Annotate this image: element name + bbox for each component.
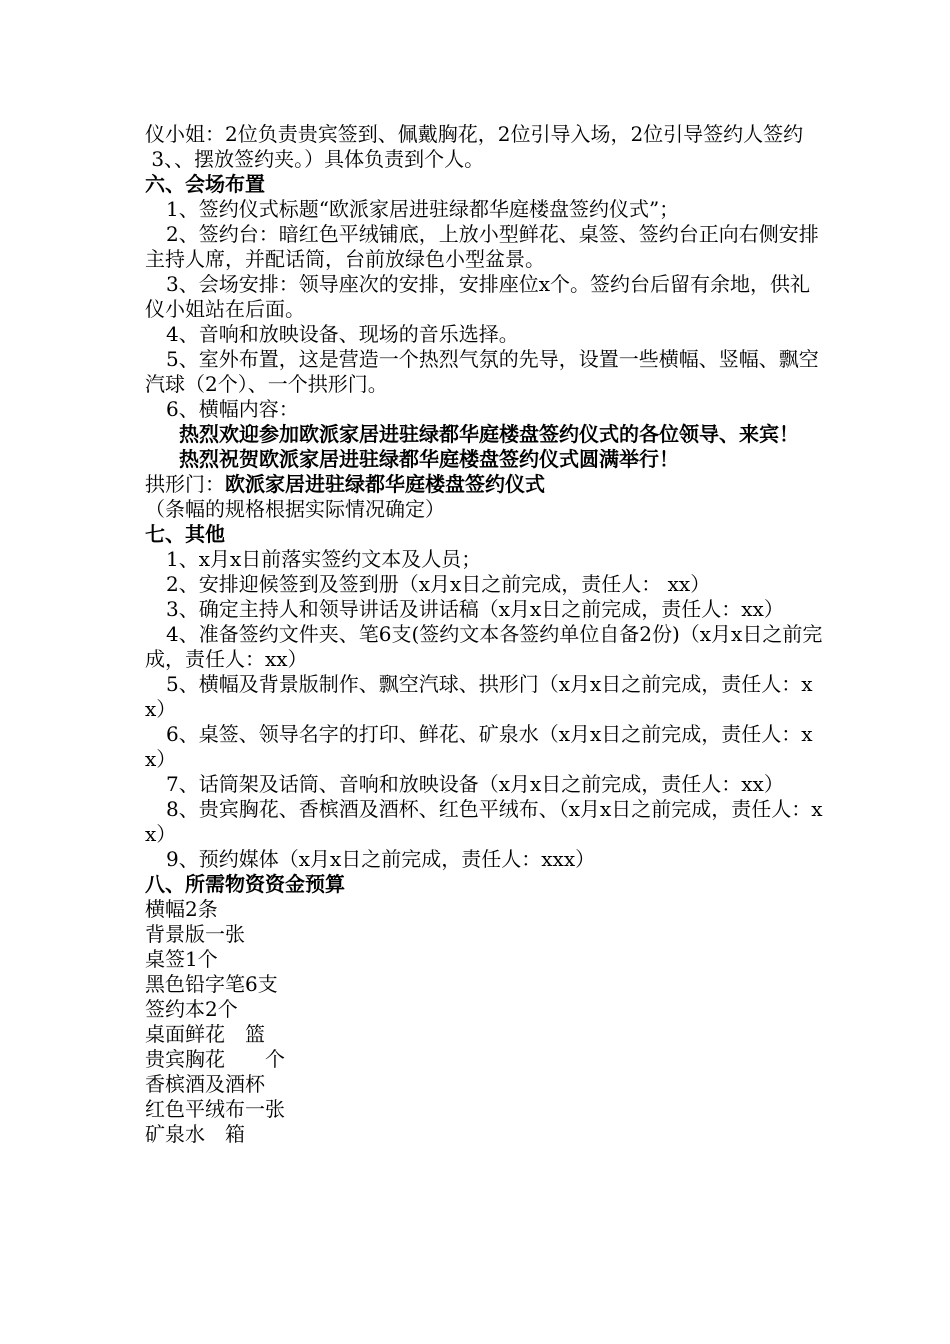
list-item: 5、室外布置，这是营造一个热烈气氛的先导，设置一些横幅、竖幅、飘空汽球（2个）、一个拱形门。 [145,347,819,396]
list-item: 6、桌签、领导名字的打印、鲜花、矿泉水（x月x日之前完成，责任人：xx） [145,722,813,771]
section-heading: 六、会场布置 [145,172,265,196]
budget-item: 香槟酒及酒杯 [145,1072,265,1096]
list-item: 6、横幅内容： [166,397,299,421]
document-body [145,122,825,1147]
budget-item: 矿泉水 箱 [145,1122,245,1146]
budget-item: 红色平绒布一张 [145,1097,285,1121]
section-heading: 八、所需物资资金预算 [145,872,345,896]
list-item: 9、预约媒体（x月x日之前完成，责任人：xxx） [166,847,596,871]
list-item: 3、确定主持人和领导讲话及讲话稿（x月x日之前完成，责任人：xx） [166,597,784,621]
list-item: 4、音响和放映设备、现场的音乐选择。 [166,322,519,346]
text-line: 仪小姐：2位负责贵宾签到、佩戴胸花，2位引导入场，2位引导签约人签约 [145,122,804,146]
list-item: 1、签约仪式标题“欧派家居进驻绿都华庭楼盘签约仪式”； [166,197,680,221]
list-item: 4、准备签约文件夹、笔6支(签约文本各签约单位自备2份)（x月x日之前完成，责任人：xx） [145,622,823,671]
list-item: 3、会场安排：领导座次的安排，安排座位x个。签约台后留有余地，供礼仪小姐站在后面。 [145,272,811,321]
note-text: （条幅的规格根据实际情况确定） [145,497,445,521]
budget-item: 横幅2条 [145,897,218,921]
budget-item: 桌签1个 [145,947,218,971]
list-item: 7、话筒架及话筒、音响和放映设备（x月x日之前完成，责任人：xx） [166,772,784,796]
banner-text: 热烈欢迎参加欧派家居进驻绿都华庭楼盘签约仪式的各位领导、来宾！ [179,422,799,446]
budget-item: 背景版一张 [145,922,245,946]
list-item: 2、签约台：暗红色平绒铺底，上放小型鲜花、桌签、签约台正向右侧安排主持人席，并配话筒，台前放绿色小型盆景。 [145,222,819,271]
list-item: 1、x月x日前落实签约文本及人员； [166,547,482,571]
section-heading: 七、其他 [145,522,225,546]
list-item: 5、横幅及背景版制作、飘空汽球、拱形门（x月x日之前完成，责任人：xx） [145,672,813,721]
arch-label: 拱形门： [145,472,225,496]
budget-item: 桌面鲜花 篮 [145,1022,265,1046]
budget-item: 贵宾胸花 个 [145,1047,285,1071]
budget-item: 签约本2个 [145,997,238,1021]
budget-item: 黑色铅字笔6支 [145,972,278,996]
text-line: 3、、摆放签约夹。）具体负责到个人。 [145,147,485,171]
list-item: 8、贵宾胸花、香槟酒及酒杯、红色平绒布、（x月x日之前完成，责任人：xx） [145,797,823,846]
arch-text: 欧派家居进驻绿都华庭楼盘签约仪式 [225,472,545,496]
list-item: 2、安排迎候签到及签到册（x月x日之前完成，责任人： xx） [166,572,711,596]
banner-text: 热烈祝贺欧派家居进驻绿都华庭楼盘签约仪式圆满举行！ [179,447,679,471]
arch-line [145,472,825,497]
